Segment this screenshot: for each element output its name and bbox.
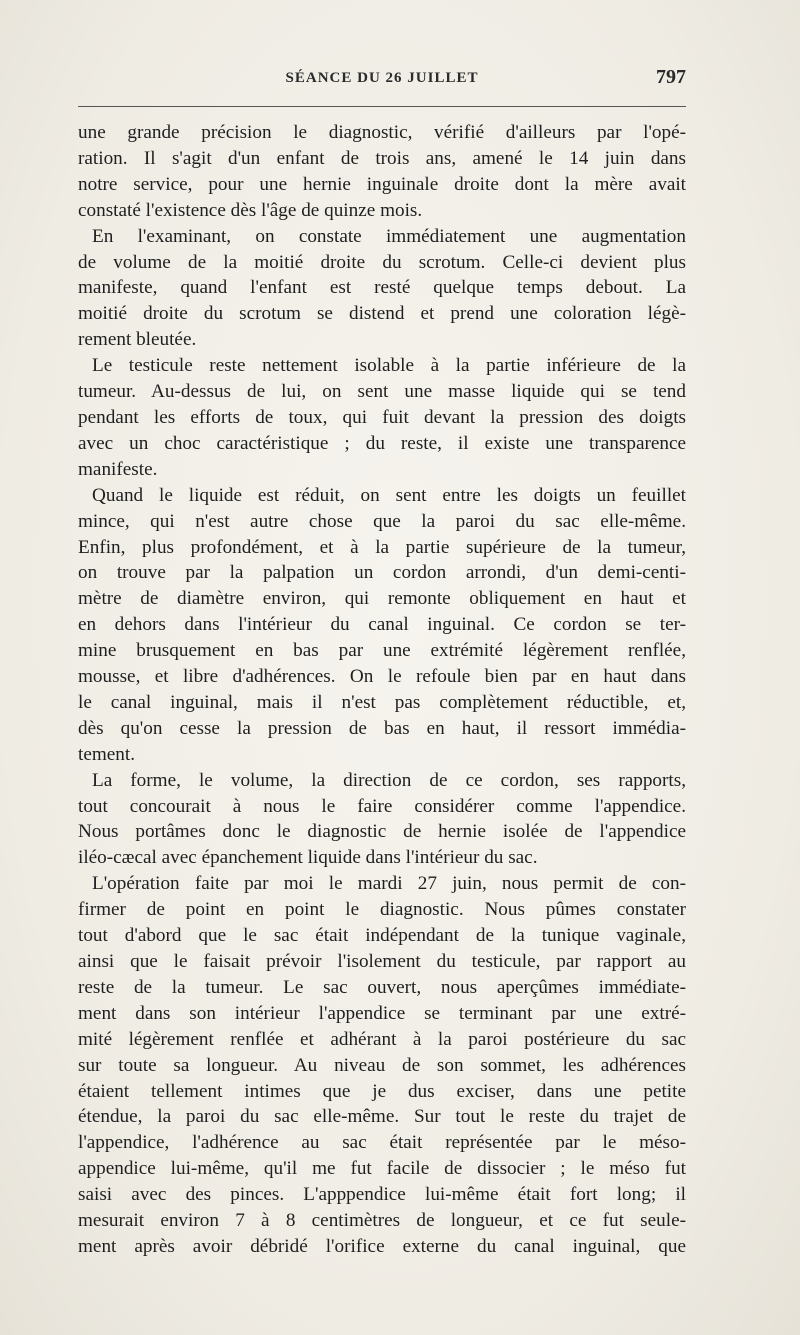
text-line: moitié droite du scrotum se distend et prend une coloration légè- — [78, 303, 686, 325]
text-line: constaté l'existence dès l'âge de quinze mois. — [78, 199, 423, 221]
text-line: sur toute sa longueur. Au niveau de son sommet, les adhérences — [78, 1054, 686, 1076]
text-line: rement bleutée. — [78, 329, 197, 351]
text-line: manifeste, quand l'enfant est resté quelque temps debout. La — [78, 277, 686, 299]
text-line: mesurait environ 7 à 8 centimètres de longueur, et ce fut seule- — [78, 1210, 686, 1232]
text-line: pendant les efforts de toux, qui fuit devant la pression des doigts — [78, 406, 686, 428]
text-line: on trouve par la palpation un cordon arrondi, d'un demi-centi- — [78, 562, 686, 584]
text-line: mètre de diamètre environ, qui remonte obliquement en haut et — [78, 588, 686, 610]
text-line: firmer de point en point le diagnostic. Nous pûmes constater — [78, 899, 686, 921]
text-line: tout concourait à nous le faire considérer comme l'appendice. — [78, 795, 686, 817]
text-line: saisi avec des pinces. L'apppendice lui-même était fort long; il — [78, 1184, 686, 1206]
text-line: l'appendice, l'adhérence au sac était représentée par le méso- — [78, 1132, 686, 1154]
text-line: reste de la tumeur. Le sac ouvert, nous aperçûmes immédiate- — [78, 976, 686, 998]
text-line: En l'examinant, on constate immédiatement une augmentation — [92, 225, 686, 247]
text-line: ment dans son intérieur l'appendice se terminant par une extré- — [78, 1002, 686, 1024]
text-line: tout d'abord que le sac était indépendant de la tunique vaginale, — [78, 925, 686, 947]
text-line: mousse, et libre d'adhérences. On le refoule bien par en haut dans — [78, 666, 686, 688]
text-line: ration. Il s'agit d'un enfant de trois ans, amené le 14 juin dans — [78, 147, 686, 169]
text-line: mité légèrement renflée et adhérant à la paroi postérieure du sac — [78, 1028, 686, 1050]
text-line: le canal inguinal, mais il n'est pas complètement réductible, et, — [78, 691, 686, 713]
page-header — [78, 66, 686, 96]
page-number: 797 — [656, 66, 686, 88]
text-line: manifeste. — [78, 458, 158, 480]
text-line: appendice lui-même, qu'il me fut facile de dissocier ; le méso fut — [78, 1158, 686, 1180]
text-line: avec un choc caractéristique ; du reste, il existe une transparence — [78, 432, 686, 454]
running-head: SÉANCE DU 26 JUILLET — [285, 70, 479, 86]
text-line: ainsi que le faisait prévoir l'isolement du testicule, par rapport au — [78, 951, 686, 972]
text-line: étaient tellement intimes que je dus exciser, dans une petite — [78, 1080, 686, 1102]
text-line: notre service, pour une hernie inguinale droite dont la mère avait — [78, 173, 686, 195]
text-line: étendue, la paroi du sac elle-même. Sur tout le reste du trajet de — [78, 1106, 686, 1128]
text-line: une grande précision le diagnostic, vérifié d'ailleurs par l'opé- — [78, 122, 686, 143]
text-line: Quand le liquide est réduit, on sent entre les doigts un feuillet — [92, 484, 686, 506]
text-line: Nous portâmes donc le diagnostic de hernie isolée de l'appendice — [78, 821, 686, 843]
text-line: La forme, le volume, la direction de ce cordon, ses rapports, — [92, 769, 686, 791]
text-line: tumeur. Au-dessus de lui, on sent une masse liquide qui se tend — [78, 381, 686, 403]
text-line: iléo-cæcal avec épanchement liquide dans l'intérieur du sac. — [78, 847, 538, 869]
text-line: ment après avoir débridé l'orifice externe du canal inguinal, que — [78, 1235, 686, 1257]
text-line: L'opération faite par moi le mardi 27 juin, nous permit de con- — [92, 873, 686, 895]
text-line: en dehors dans l'intérieur du canal inguinal. Ce cordon se ter- — [78, 614, 686, 636]
header-rule — [78, 106, 686, 107]
body-text — [78, 120, 686, 1260]
text-line: mince, qui n'est autre chose que la paroi du sac elle-même. — [78, 510, 686, 532]
text-line: mine brusquement en bas par une extrémité légèrement renflée, — [78, 640, 686, 662]
text-line: tement. — [78, 743, 136, 765]
text-line: de volume de la moitié droite du scrotum. Celle-ci devient plus — [78, 251, 686, 273]
text-line: dès qu'on cesse la pression de bas en haut, il ressort immédia- — [78, 717, 686, 739]
text-line: Le testicule reste nettement isolable à la partie inférieure de la — [92, 355, 686, 377]
text-line: Enfin, plus profondément, et à la partie supérieure de la tumeur, — [78, 536, 686, 558]
